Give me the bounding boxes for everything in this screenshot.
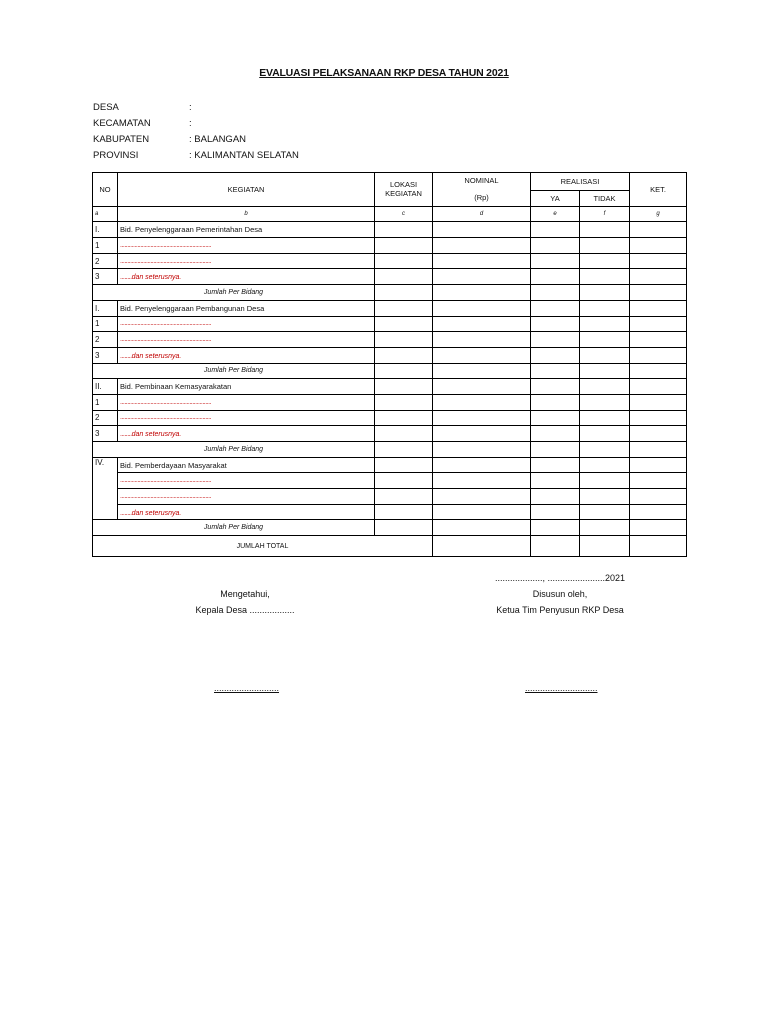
letter-row <box>93 206 687 222</box>
total-row <box>93 536 687 557</box>
subtotal-label: Jumlah Per Bidang <box>93 285 375 301</box>
dst-text: dan seterusnya. <box>131 274 182 282</box>
header-lokasi-line1: LOKASI <box>389 180 418 190</box>
dst-prefix: ........ <box>120 352 132 360</box>
row-placeholder: ............................................................... <box>118 316 375 332</box>
letter-cell: d <box>433 206 531 222</box>
section-header-row <box>93 379 687 395</box>
signature-left-title: Kepala Desa .................. <box>195 605 295 615</box>
info-label: DESA <box>93 102 119 113</box>
section-number: II. <box>93 379 118 395</box>
row-number: 2 <box>93 332 118 348</box>
header-no: NO <box>93 173 118 207</box>
info-value: : <box>189 102 192 113</box>
header-nominal-line2: (Rp) <box>474 193 489 203</box>
signature-right-title: Ketua Tim Penyusun RKP Desa <box>496 605 624 615</box>
subtotal-row <box>93 363 687 379</box>
header-row <box>93 173 687 191</box>
dst-prefix: ........ <box>120 431 132 439</box>
section-header-row <box>93 457 687 473</box>
signature-right-line: ............................. <box>525 683 598 693</box>
letter-cell: b <box>118 206 375 222</box>
info-row-desa <box>93 102 299 118</box>
table-row <box>93 426 687 442</box>
dst-prefix: ........ <box>120 274 132 282</box>
row-number: 3 <box>93 269 118 285</box>
dst-text: dan seterusnya. <box>131 431 182 439</box>
header-ya: YA <box>531 191 580 207</box>
letter-cell: a <box>93 206 118 222</box>
info-row-provinsi <box>93 150 299 166</box>
info-label: KABUPATEN <box>93 134 150 145</box>
header-lokasi-line2: KEGIATAN <box>385 189 422 199</box>
info-row-kecamatan <box>93 118 299 134</box>
info-label: PROVINSI <box>93 150 139 161</box>
info-block <box>93 102 299 166</box>
row-placeholder: ............................................................... <box>118 253 375 269</box>
letter-cell: e <box>531 206 580 222</box>
section-header-row <box>93 222 687 238</box>
info-value: : BALANGAN <box>189 134 247 145</box>
section-title: Bid. Pemberdayaan Masyarakat <box>118 457 375 473</box>
header-nominal <box>433 173 531 207</box>
evaluation-table <box>92 172 687 557</box>
section-number: IV. <box>93 457 118 520</box>
info-row-kabupaten <box>93 134 299 150</box>
row-dst <box>118 269 375 285</box>
table-row <box>93 347 687 363</box>
subtotal-label: Jumlah Per Bidang <box>93 363 375 379</box>
info-value: : KALIMANTAN SELATAN <box>189 150 299 161</box>
header-lokasi <box>375 173 433 207</box>
dst-text: dan seterusnya. <box>131 509 182 517</box>
section-title: Bid. Penyelenggaraan Pembangunan Desa <box>118 300 375 316</box>
row-number: 1 <box>93 238 118 254</box>
section-number: I. <box>93 222 118 238</box>
row-placeholder: ............................................................... <box>118 238 375 254</box>
row-placeholder: ............................................................... <box>118 473 375 489</box>
table-row <box>93 238 687 254</box>
table-row <box>93 332 687 348</box>
subtotal-label: Jumlah Per Bidang <box>93 520 375 536</box>
table-row <box>93 253 687 269</box>
table-row <box>93 394 687 410</box>
header-kegiatan: KEGIATAN <box>118 173 375 207</box>
table-row <box>93 316 687 332</box>
header-ket: KET. <box>630 173 687 207</box>
row-number: 2 <box>93 253 118 269</box>
section-number: I. <box>93 300 118 316</box>
letter-cell: c <box>375 206 433 222</box>
row-dst <box>118 504 375 520</box>
row-number: 1 <box>93 316 118 332</box>
row-placeholder: ............................................................... <box>118 410 375 426</box>
dst-prefix: ........ <box>120 509 132 517</box>
table-row <box>93 410 687 426</box>
row-placeholder: ............................................................... <box>118 394 375 410</box>
subtotal-row <box>93 520 687 536</box>
row-placeholder: ............................................................... <box>118 489 375 505</box>
subtotal-row <box>93 285 687 301</box>
subtotal-row <box>93 442 687 458</box>
section-title: Bid. Penyelenggaraan Pemerintahan Desa <box>118 222 375 238</box>
document-title: EVALUASI PELAKSANAAN RKP DESA TAHUN 2021 <box>259 67 509 79</box>
letter-cell: g <box>630 206 687 222</box>
signature-left-line: .......................... <box>214 683 280 693</box>
header-tidak: TIDAK <box>580 191 630 207</box>
row-number: 3 <box>93 426 118 442</box>
row-dst <box>118 426 375 442</box>
signature-left-label: Mengetahui, <box>220 589 270 599</box>
row-number: 1 <box>93 394 118 410</box>
table-row <box>93 489 687 505</box>
dst-text: dan seterusnya. <box>131 352 182 360</box>
row-number: 2 <box>93 410 118 426</box>
signature-right-label: Disusun oleh, <box>532 589 588 599</box>
table-row <box>93 269 687 285</box>
row-dst <box>118 347 375 363</box>
table-row <box>93 504 687 520</box>
signature-date: ..................., .......................2021 <box>494 573 626 583</box>
header-nominal-line1: NOMINAL <box>464 176 499 186</box>
info-label: KECAMATAN <box>93 118 151 129</box>
row-placeholder: ............................................................... <box>118 332 375 348</box>
header-realisasi: REALISASI <box>531 173 630 191</box>
letter-cell: f <box>580 206 630 222</box>
section-header-row <box>93 300 687 316</box>
section-title: Bid. Pembinaan Kemasyarakatan <box>118 379 375 395</box>
total-label: JUMLAH TOTAL <box>93 536 433 557</box>
row-number: 3 <box>93 347 118 363</box>
info-value: : <box>189 118 192 129</box>
subtotal-label: Jumlah Per Bidang <box>93 442 375 458</box>
table-row <box>93 473 687 489</box>
